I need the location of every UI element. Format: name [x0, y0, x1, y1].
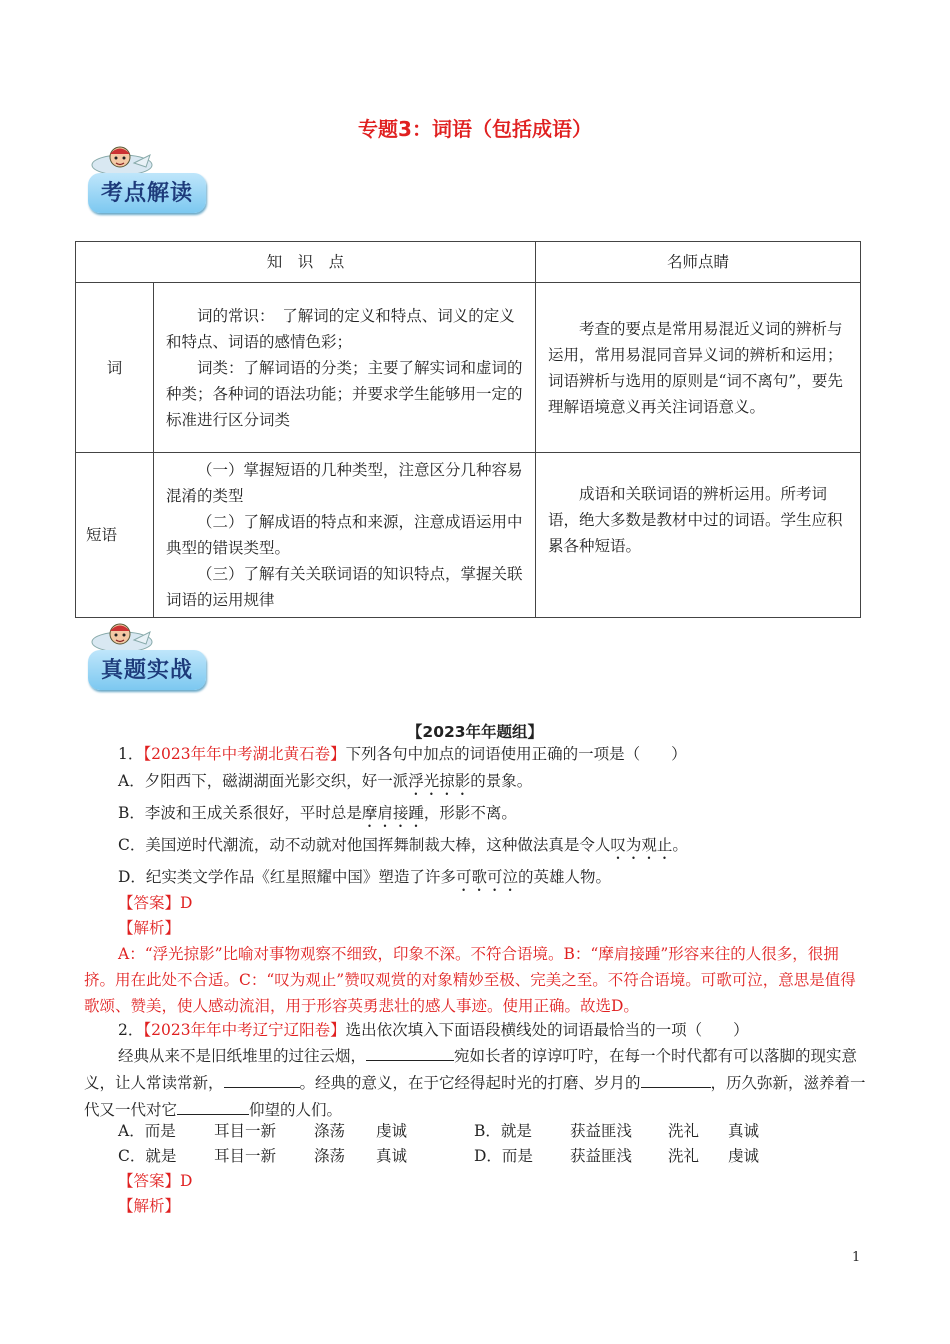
q1-analysis: A：“浮光掠影”比喻对事物观察不细致，印象不深。不符合语境。B：“摩肩接踵”形容来往的人很多，很拥挤。用在此处不合适。C：“叹为观止”赞叹观赏的对象精妙至极、完美之至。不符合语境。可歌可泣，意思是值得歌颂、赞美，使人感动流泪，用于形容英勇悲壮的感人事迹。使用正确。故选D。: [84, 945, 856, 1015]
blank-4: [177, 1096, 249, 1115]
group-title: 【2023年年题组】: [406, 723, 544, 741]
knowledge-table: [75, 241, 861, 618]
q1-option-a: A．夕阳西下，磁湖湖面光影交织，好一派浮光掠影的景象。: [118, 772, 533, 790]
q2-option-a: A．而是 耳目一新 涤荡 虔诚: [118, 1122, 408, 1140]
row-tip-phrase: 成语和关联词语的辨析运用。所考词语，绝大多数是教材中过的词语。学生应积累各种短语。: [536, 453, 861, 618]
table-header-tips: 名师点睛: [536, 242, 861, 283]
q2-answer: 【答案】D: [118, 1172, 193, 1190]
q1-answer: 【答案】D: [118, 894, 193, 912]
q2-option-d: D．而是 获益匪浅 洗礼 虔诚: [474, 1147, 760, 1165]
row-label-word: 词: [76, 283, 154, 453]
q2-option-c: C．就是 耳目一新 涤荡 真诚: [118, 1147, 408, 1165]
q2-analysis-label: 【解析】: [118, 1197, 181, 1215]
section-badge-exam-points: 考点解读: [84, 143, 214, 223]
page-title: 专题3：词语（包括成语）: [358, 117, 592, 141]
q1-option-c: C．美国逆时代潮流，动不动就对他国挥舞制裁大棒，这种做法真是令人叹为观止。: [118, 836, 688, 854]
q2-passage: 经典从来不是旧纸堆里的过往云烟， 宛如长者的谆谆叮咛，在每一个时代都有可以落脚的现实意义，让人常读常新， 。经典的意义，在于它经得起时光的打磨、岁月的 ，历久弥新，滋养着一代又一代对它 仰望的人们。: [84, 1042, 866, 1123]
table-header-knowledge: 知 识 点: [76, 242, 536, 283]
q1-option-d: D．纪实类文学作品《红星照耀中国》塑造了许多可歌可泣的英雄人物。: [118, 868, 611, 886]
q1-option-b: B．李波和王成关系很好，平时总是摩肩接踵，形影不离。: [118, 804, 517, 822]
q1-stem: 1．【2023年年中考湖北黄石卷】下列各句中加点的词语使用正确的一项是（ ）: [118, 745, 687, 763]
q2-stem: 2．【2023年年中考辽宁辽阳卷】选出依次填入下面语段横线处的词语最恰当的一项（ ）: [118, 1021, 749, 1039]
blank-3: [641, 1069, 711, 1088]
page-number: 1: [852, 1250, 861, 1265]
row-tip-word: 考查的要点是常用易混近义词的辨析与运用，常用易混同音异义词的辨析和运用；词语辨析与选用的原则是“词不离句”，要先理解语境意义再关注词语意义。: [536, 283, 861, 453]
q2-option-b: B．就是 获益匪浅 洗礼 真诚: [474, 1122, 760, 1140]
row-content-word: 词的常识： 了解词的定义和特点、词义的定义和特点、词语的感情色彩； 词类：了解词语的分类；主要了解实词和虚词的种类；各种词的语法功能；并要求学生能够用一定的标准进行区分词类: [154, 283, 536, 453]
blank-1: [366, 1042, 454, 1061]
q1-analysis-label: 【解析】: [118, 919, 181, 937]
section-badge-real-exam: 真题实战: [84, 620, 214, 700]
blank-2: [224, 1069, 300, 1088]
row-label-phrase: 短语: [76, 453, 154, 618]
row-content-phrase: （一）掌握短语的几种类型，注意区分几种容易混淆的类型 （二）了解成语的特点和来源，注意成语运用中典型的错误类型。 （三）了解有关关联词语的知识特点，掌握关联词语的运用规律: [154, 453, 536, 618]
